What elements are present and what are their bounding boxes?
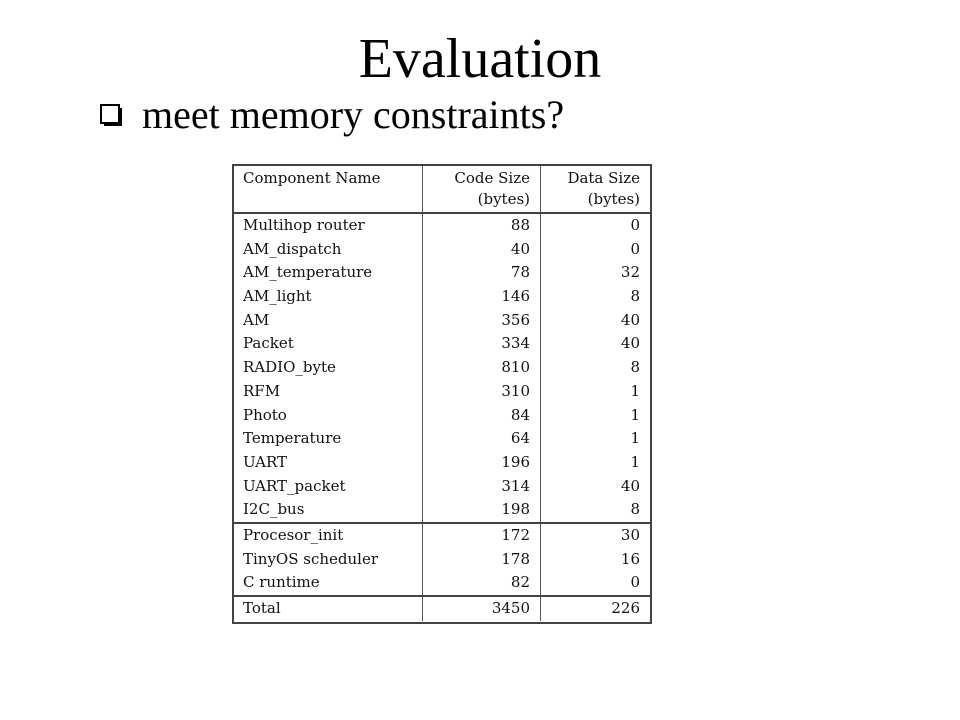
code-size-cell: 314 (423, 475, 541, 499)
code-size-cell: 356 (423, 309, 541, 333)
data-size-cell: 40 (620, 476, 640, 495)
data-size-cell: 8 (630, 287, 640, 306)
table-row (234, 285, 650, 309)
table-row (234, 571, 650, 595)
data-size-cell: 1 (630, 429, 640, 448)
header-data-unit: (bytes) (587, 190, 640, 208)
component-name-cell: RADIO_byte (234, 356, 423, 380)
header-component-label: Component Name (243, 169, 381, 187)
table-header (234, 166, 650, 214)
table-row (234, 380, 650, 404)
header-code-label: Code Size (454, 169, 530, 187)
code-size-cell: 310 (423, 380, 541, 404)
code-size-cell: 88 (423, 214, 541, 238)
table-row (234, 309, 650, 333)
component-name-cell: UART (234, 451, 423, 475)
table-row (234, 498, 650, 522)
table-total-row (234, 597, 650, 621)
bullet-item (100, 90, 564, 140)
table-row (234, 427, 650, 451)
total-data-cell: 226 (611, 599, 640, 617)
data-size-cell: 0 (630, 216, 640, 234)
code-size-cell: 198 (423, 498, 541, 522)
data-size-cell: 30 (620, 525, 640, 544)
total-label-cell: Total (234, 597, 423, 621)
square-bullet-icon (100, 104, 122, 126)
bullet-text: meet memory constraints? (142, 92, 565, 137)
component-name-cell: AM_light (234, 285, 423, 309)
component-name-cell: AM (234, 309, 423, 333)
component-name-cell: C runtime (234, 571, 423, 595)
code-size-cell: 40 (423, 238, 541, 262)
data-size-cell: 32 (620, 263, 640, 282)
data-size-cell: 16 (620, 549, 640, 568)
component-name-cell: TinyOS scheduler (234, 548, 423, 572)
table-row (234, 214, 650, 238)
code-size-cell: 78 (423, 261, 541, 285)
slide-title: Evaluation (358, 28, 602, 90)
table-row (234, 475, 650, 499)
table-row (234, 451, 650, 475)
header-code-unit: (bytes) (477, 190, 530, 208)
data-size-cell: 8 (630, 500, 640, 519)
component-name-cell: AM_temperature (234, 261, 423, 285)
header-data-size (541, 166, 650, 212)
table-row (234, 238, 650, 262)
component-name-cell: Packet (234, 332, 423, 356)
data-size-cell: 0 (630, 573, 640, 592)
table-section-system (234, 524, 650, 597)
code-size-cell: 172 (423, 524, 541, 548)
table-row (234, 548, 650, 572)
component-name-cell: RFM (234, 380, 423, 404)
component-name-cell: Multihop router (234, 214, 423, 238)
data-size-cell: 40 (620, 334, 640, 353)
header-code-size (423, 166, 541, 212)
data-size-cell: 0 (630, 239, 640, 258)
code-size-cell: 196 (423, 451, 541, 475)
header-component (234, 166, 423, 212)
component-name-cell: Procesor_init (234, 524, 423, 548)
header-data-label: Data Size (567, 169, 640, 187)
total-code-cell: 3450 (423, 597, 541, 621)
table-row (234, 404, 650, 428)
code-size-cell: 64 (423, 427, 541, 451)
code-size-cell: 178 (423, 548, 541, 572)
component-name-cell: AM_dispatch (234, 238, 423, 262)
memory-table (232, 164, 652, 624)
table-row (234, 356, 650, 380)
table-row (234, 524, 650, 548)
component-name-cell: I2C_bus (234, 498, 423, 522)
table-section-total (234, 597, 650, 621)
code-size-cell: 82 (423, 571, 541, 595)
code-size-cell: 810 (423, 356, 541, 380)
table-section-components (234, 214, 650, 524)
code-size-cell: 334 (423, 332, 541, 356)
component-name-cell: Photo (234, 404, 423, 428)
code-size-cell: 146 (423, 285, 541, 309)
data-size-cell: 1 (630, 381, 640, 400)
component-name-cell: Temperature (234, 427, 423, 451)
data-size-cell: 40 (620, 310, 640, 329)
data-size-cell: 1 (630, 452, 640, 471)
code-size-cell: 84 (423, 404, 541, 428)
component-name-cell: UART_packet (234, 475, 423, 499)
table-row (234, 261, 650, 285)
table-row (234, 332, 650, 356)
data-size-cell: 1 (630, 405, 640, 424)
data-size-cell: 8 (630, 358, 640, 377)
